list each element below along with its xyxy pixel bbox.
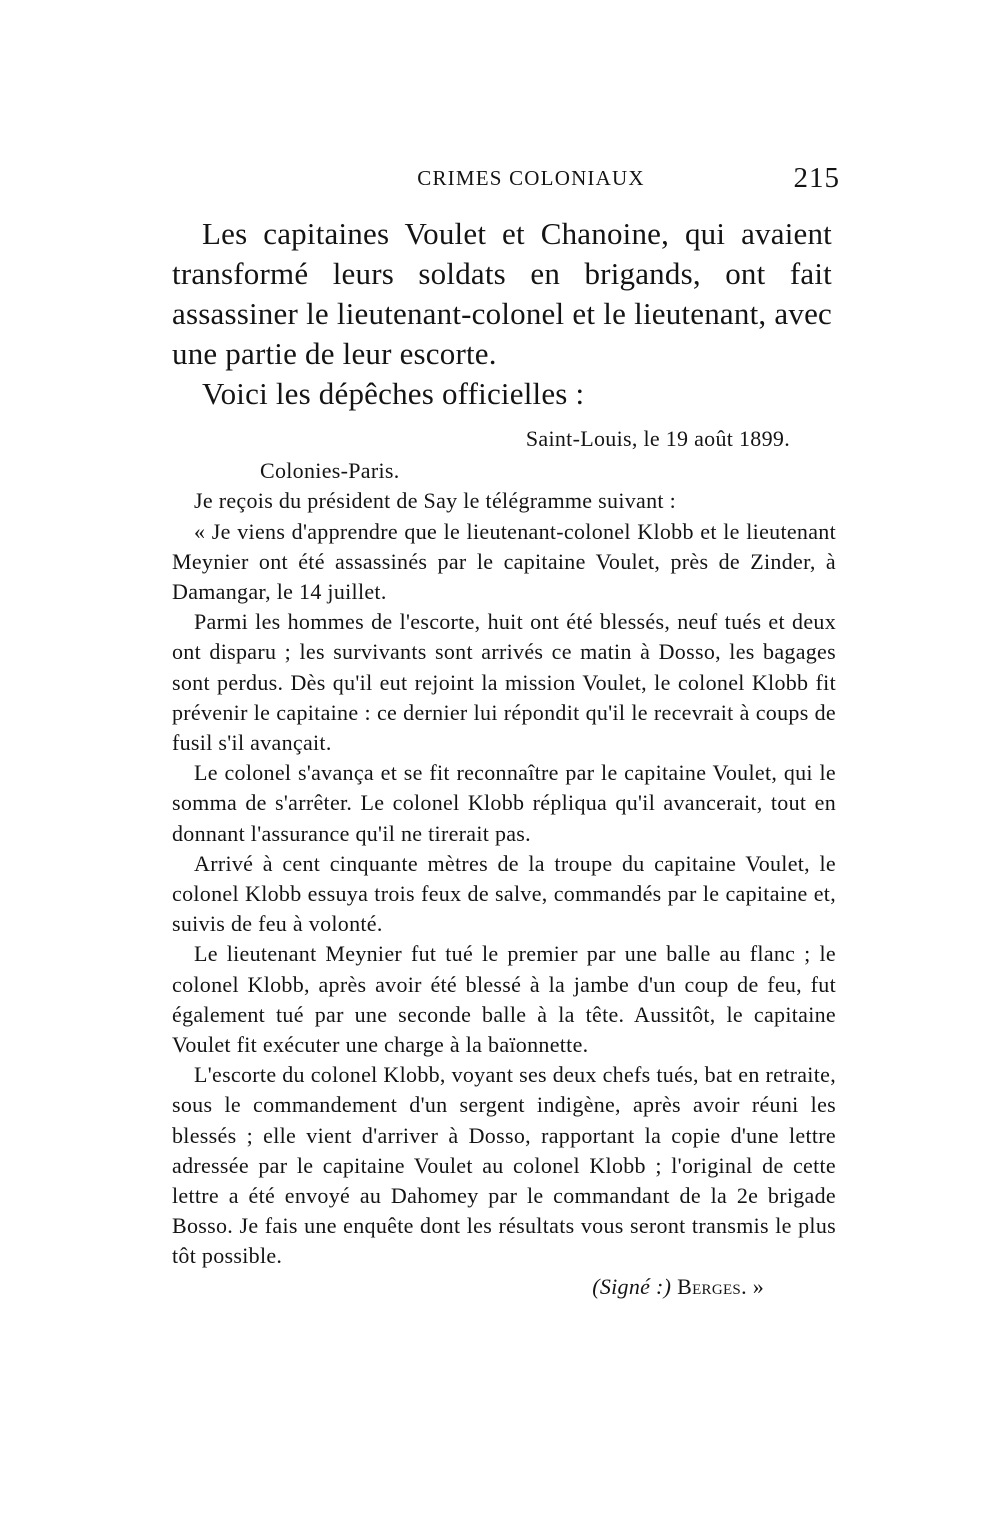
dispatch-text bbox=[172, 424, 836, 1302]
running-title: CRIMES COLONIAUX bbox=[417, 166, 645, 190]
running-head bbox=[172, 162, 840, 196]
dispatch-paragraph: Le lieutenant Meynier fut tué le premier par une balle au flanc ; le colonel Klobb, après avoir été blessé à la jambe d'un coup de feu, fut également tué par une seconde balle à la tête. Aussitôt, le capitaine Voulet fit exécuter une charge à la baïonnette. bbox=[172, 941, 836, 1058]
dispatch-paragraph: Je reçois du président de Say le télégramme suivant : bbox=[194, 488, 677, 514]
signature-line bbox=[172, 1272, 836, 1302]
intro-paragraph: Les capitaines Voulet et Chanoine, qui avaient transformé leurs soldats en brigands, ont fait assassiner le lieutenant-colonel et le lieutenant, avec une partie de leur escorte. bbox=[172, 216, 832, 371]
signature-prefix: (Signé :) bbox=[592, 1273, 672, 1299]
signature-name: Berges. bbox=[677, 1273, 747, 1299]
intro-text bbox=[172, 214, 832, 414]
address-line: Colonies-Paris. bbox=[260, 458, 400, 484]
dateline: Saint-Louis, le 19 août 1899. bbox=[525, 426, 790, 451]
dispatch-paragraph: Arrivé à cent cinquante mètres de la troupe du capitaine Voulet, le colonel Klobb essuya trois feux de salve, commandés par le capitaine et, suivis de feu à volonté. bbox=[172, 850, 836, 937]
page-number: 215 bbox=[793, 162, 840, 194]
closing-quote: » bbox=[752, 1273, 764, 1299]
dispatch-paragraph: L'escorte du colonel Klobb, voyant ses deux chefs tués, bat en retraite, sous le commandement d'un sergent indigène, après avoir réuni les blessés ; elle vient d'arriver à Dosso, rapportant la copie d'une lettre adressée par le capitaine Voulet au colonel Klobb ; l'original de cette lettre a été envoyé au Dahomey par le commandant de la 2e brigade Bosso. Je fais une enquête dont les résultats vous seront transmis le plus tôt possible. bbox=[172, 1062, 836, 1269]
dispatch-paragraph: Parmi les hommes de l'escorte, huit ont été blessés, neuf tués et deux ont disparu ; les survivants sont arrivés ce matin à Dosso, les bagages sont perdus. Dès qu'il eut rejoint la mission Voulet, le colonel Klobb fit prévenir le capitaine : ce dernier lui répondit qu'il le recevrait à coups de fusil s'il avançait. bbox=[172, 609, 836, 756]
dispatch-paragraph: « Je viens d'apprendre que le lieutenant-colonel Klobb et le lieutenant Meynier ont été assassinés par le capitaine Voulet, près de Zinder, à Damangar, le 14 juillet. bbox=[172, 518, 836, 605]
dispatch-paragraph: Le colonel s'avança et se fit reconnaître par le capitaine Voulet, qui le somma de s'arrêter. Le colonel Klobb répliqua qu'il avancerait, tout en donnant l'assurance qu'il ne tirerait pas. bbox=[172, 760, 836, 846]
intro-paragraph: Voici les dépêches officielles : bbox=[202, 376, 585, 411]
